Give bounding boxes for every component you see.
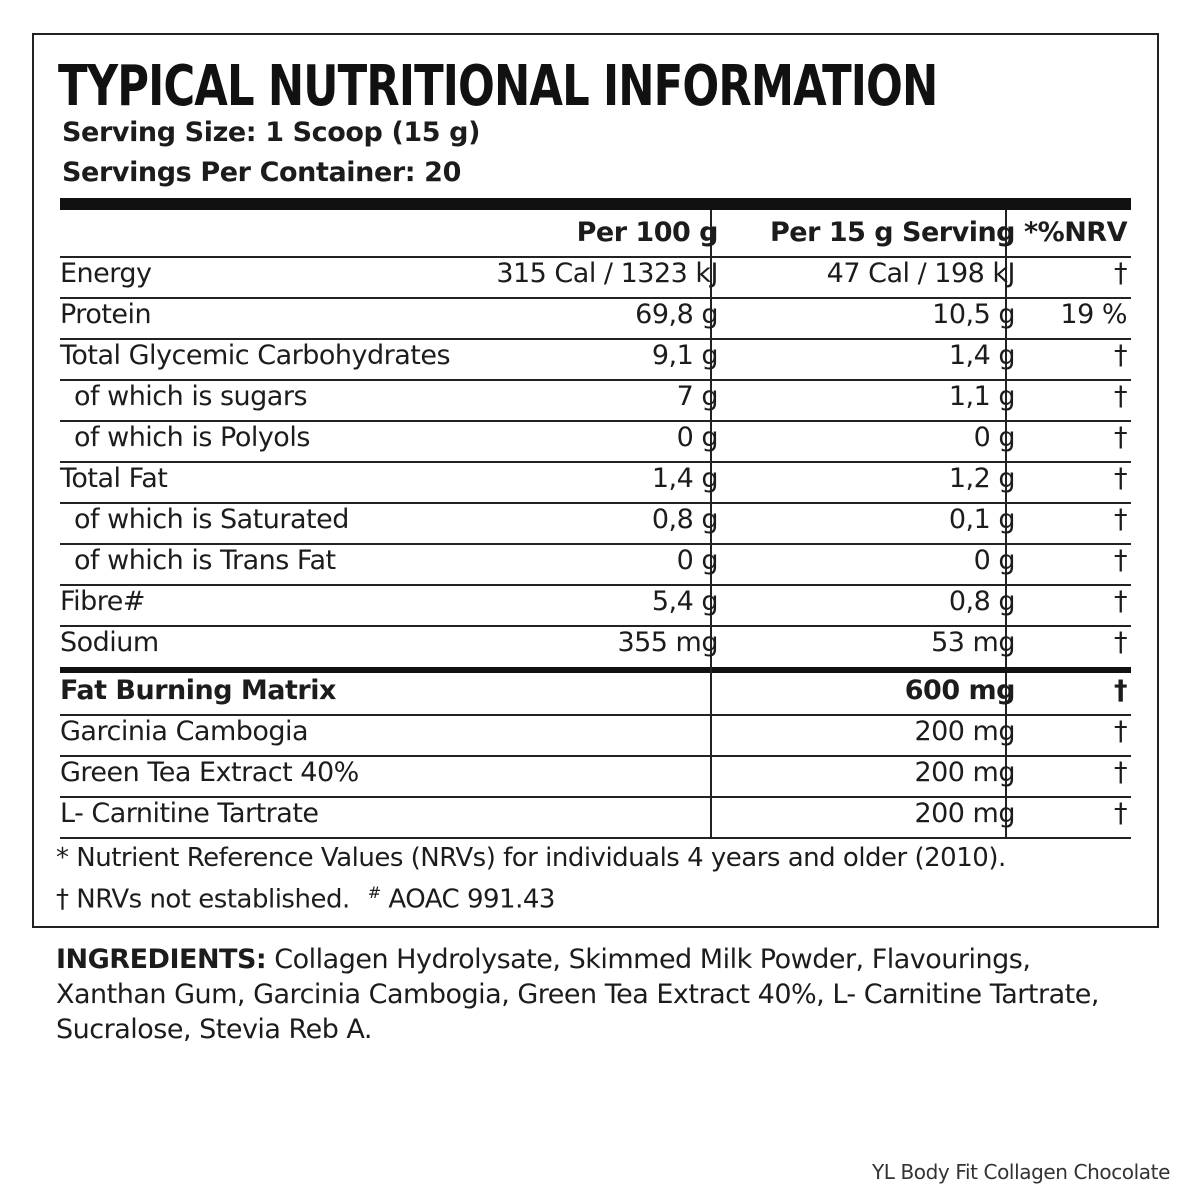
table-row: [60, 504, 1131, 545]
nrv-value: 19 %: [1060, 299, 1127, 330]
nrv-value: †: [1114, 504, 1127, 535]
matrix-row: [60, 716, 1131, 757]
nrv-value: †: [1114, 798, 1127, 829]
matrix-row: [60, 757, 1131, 798]
aoac-mark: #: [367, 883, 381, 902]
per-100g-value: 315 Cal / 1323 kJ: [496, 258, 718, 289]
per-serving-value: 0,1 g: [948, 504, 1015, 535]
nutrient-name: Total Fat: [60, 463, 168, 494]
header-per-100g: Per 100 g: [576, 217, 718, 248]
per-100g-value: 69,8 g: [635, 299, 718, 330]
table-top-rule: [60, 198, 1131, 210]
nrv-value: †: [1114, 381, 1127, 412]
nrv-footnote: * Nutrient Reference Values (NRVs) for individuals 4 years and older (2010).: [56, 843, 1006, 873]
panel-title: TYPICAL NUTRITIONAL INFORMATION: [58, 54, 938, 119]
per-serving-value: 1,1 g: [948, 381, 1015, 412]
matrix-row: [60, 675, 1131, 716]
table-header-row: [60, 217, 1131, 258]
per-serving-value: 10,5 g: [932, 299, 1015, 330]
nrv-value: †: [1114, 422, 1127, 453]
per-100g-value: 7 g: [676, 381, 718, 412]
nrv-value: †: [1114, 627, 1127, 658]
nutrient-name: Protein: [60, 299, 152, 330]
table-row: [60, 258, 1131, 299]
per-100g-value: 9,1 g: [651, 340, 718, 371]
table-row: [60, 463, 1131, 504]
matrix-divider-rule: [60, 667, 1131, 673]
nutrient-name: Fibre#: [60, 586, 145, 617]
per-serving-value: 1,4 g: [948, 340, 1015, 371]
nutrient-name: of which is sugars: [74, 381, 308, 412]
not-established-text: † NRVs not established.: [56, 884, 350, 915]
table-row: [60, 299, 1131, 340]
matrix-name: Fat Burning Matrix: [60, 675, 336, 706]
nutrient-name: Energy: [60, 258, 152, 289]
per-serving-value: 0 g: [973, 545, 1015, 576]
table-row: [60, 381, 1131, 422]
matrix-row: [60, 798, 1131, 839]
per-serving-value: 200 mg: [914, 716, 1015, 747]
matrix-name: Garcinia Cambogia: [60, 716, 309, 747]
nrv-not-established-footnote: [56, 883, 555, 915]
nrv-value: †: [1114, 757, 1127, 788]
ingredients-label: INGREDIENTS:: [56, 944, 267, 975]
serving-size: Serving Size: 1 Scoop (15 g): [62, 117, 481, 148]
per-100g-value: 355 mg: [617, 627, 718, 658]
nutrient-name: Total Glycemic Carbohydrates: [60, 340, 451, 371]
aoac-text: AOAC 991.43: [388, 884, 555, 915]
per-serving-value: 0,8 g: [948, 586, 1015, 617]
matrix-name: Green Tea Extract 40%: [60, 757, 359, 788]
nrv-value: †: [1114, 716, 1127, 747]
per-serving-value: 200 mg: [914, 798, 1015, 829]
servings-per-container: Servings Per Container: 20: [62, 157, 461, 188]
per-serving-value: 1,2 g: [948, 463, 1015, 494]
table-row: [60, 627, 1131, 667]
per-100g-value: 1,4 g: [651, 463, 718, 494]
nutrient-name: of which is Saturated: [74, 504, 349, 535]
nrv-value: †: [1114, 675, 1127, 706]
per-100g-value: 0 g: [676, 545, 718, 576]
table-row: [60, 422, 1131, 463]
ingredients-text: Collagen Hydrolysate, Skimmed Milk Powder, Flavourings, Xanthan Gum, Garcinia Cambogia, Green Tea Extract 40%, L- Carnitine Tartrate, Sucralose, Stevia Reb A.: [56, 944, 1099, 1045]
table-row: [60, 340, 1131, 381]
nrv-value: †: [1114, 463, 1127, 494]
product-name: YL Body Fit Collagen Chocolate: [871, 1160, 1170, 1184]
matrix-name: L- Carnitine Tartrate: [60, 798, 319, 829]
per-serving-value: 200 mg: [914, 757, 1015, 788]
nutrient-name: Sodium: [60, 627, 159, 658]
header-nrv: *%NRV: [1024, 217, 1127, 248]
ingredients-block: [56, 942, 1116, 1047]
nrv-value: †: [1114, 258, 1127, 289]
per-100g-value: 0 g: [676, 422, 718, 453]
nutrient-name: of which is Polyols: [74, 422, 310, 453]
nrv-value: †: [1114, 545, 1127, 576]
table-row: [60, 545, 1131, 586]
nutrient-name: of which is Trans Fat: [74, 545, 336, 576]
per-serving-value: 600 mg: [904, 675, 1015, 706]
per-serving-value: 47 Cal / 198 kJ: [826, 258, 1015, 289]
per-100g-value: 5,4 g: [651, 586, 718, 617]
per-serving-value: 53 mg: [931, 627, 1015, 658]
per-100g-value: 0,8 g: [651, 504, 718, 535]
per-serving-value: 0 g: [973, 422, 1015, 453]
table-row: [60, 586, 1131, 627]
nrv-value: †: [1114, 340, 1127, 371]
nutrition-panel: [32, 33, 1159, 928]
header-per-serving: Per 15 g Serving: [770, 217, 1015, 248]
nrv-value: †: [1114, 586, 1127, 617]
